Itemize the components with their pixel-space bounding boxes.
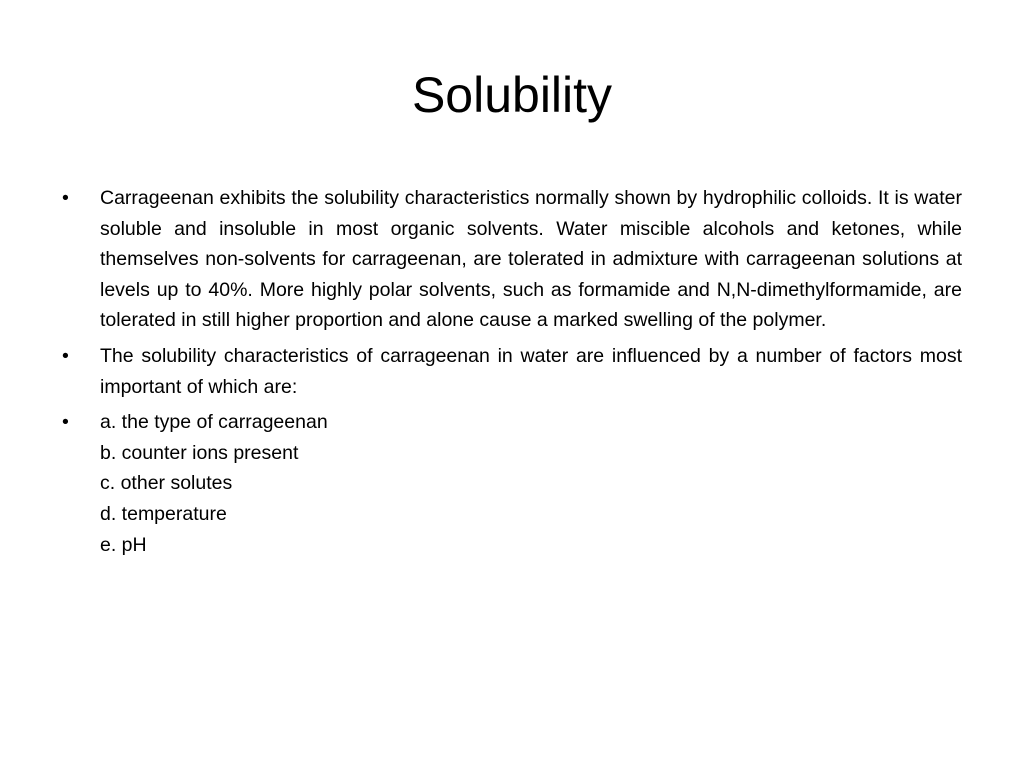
factor-item: a. the type of carrageenan — [100, 411, 328, 434]
factor-item: d. temperature — [100, 502, 227, 525]
factor-item: b. counter ions present — [100, 441, 299, 464]
bullet-item-influencing-factors — [62, 341, 962, 402]
bullet-dot-icon: • — [62, 344, 69, 367]
bullet-dot-icon: • — [62, 187, 69, 209]
bullet-text: The solubility characteristics of carrageenan in water are influenced by a number of factors most important of which are: — [100, 344, 962, 398]
bullet-text: Carrageenan exhibits the solubility characteristics normally shown by hydrophilic colloids. It is water soluble and insoluble in most organic solvents. Water miscible alcohols and ketones, while themselves non-solvents for carrageenan, are tolerated in admixture with carrageenan solutions at levels up to 40%. More highly polar solvents, such as formamide and N,N-dimethylformamide, are tolerated in still higher proportion and alone cause a marked swelling of the polymer. — [100, 187, 962, 332]
slide-title: Solubility — [411, 67, 613, 123]
factor-item: e. pH — [100, 533, 147, 556]
bullet-item-factor-list — [62, 407, 962, 560]
bullet-item-solubility-characteristics — [62, 183, 962, 336]
factor-list — [100, 407, 962, 560]
bullet-dot-icon: • — [62, 411, 69, 434]
factor-item: c. other solutes — [100, 472, 233, 495]
bullet-list — [62, 183, 962, 565]
